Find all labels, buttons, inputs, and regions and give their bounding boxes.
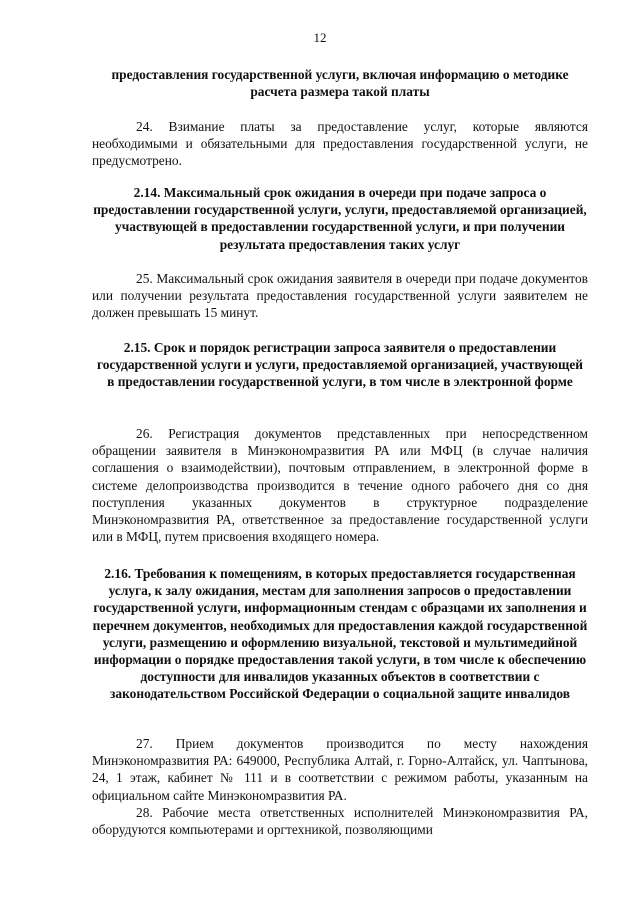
section-heading-2-15: 2.15. Срок и порядок регистрации запроса заявителя о предоставлении государственной услуги и услуги, предоставляемой организацией, участвующей в предоставлении государственной услуги, в том числе в электронной форме xyxy=(96,340,583,390)
section-heading-top: предоставления государственной услуги, включая информацию о методике расчета размера такой платы xyxy=(111,67,569,100)
paragraph-26: 26. Регистрация документов представленных при непосредственном обращении заявителя в Минэкономразвития РА или МФЦ (в случае наличия соглашения о взаимодействии), почтовым отправлением, в электронной форме в системе делопроизводства производится в течение одного рабочего дня со дня поступления указанных документов в структурное подразделение Минэкономразвития РА, ответственное за предоставление государственной услуги или в МФЦ, путем присвоения входящего номера. xyxy=(92,426,588,545)
page-number: 12 xyxy=(313,30,327,45)
paragraph-28: 28. Рабочие места ответственных исполнителей Минэкономразвития РА, оборудуются компьютерами и оргтехникой, позволяющими xyxy=(92,805,588,838)
paragraph-25: 25. Максимальный срок ожидания заявителя в очереди при подаче документов или получении результата предоставления государственной услуги заявителем не должен превышать 15 минут. xyxy=(92,271,588,321)
paragraph-27: 27. Прием документов производится по месту нахождения Минэкономразвития РА: 649000, Республика Алтай, г. Горно-Алтайск, ул. Чаптынова, 24, 1 этаж, кабинет № 111 и в соответствии с режимом работы, указанным на официальном сайте Минэкономразвития РА. xyxy=(92,736,588,803)
section-heading-2-16: 2.16. Требования к помещениям, в которых предоставляется государственная услуга, к залу ожидания, местам для заполнения запросов о предоставлении государственной услуги, информационным стендам с образцами их заполнения и перечнем документов, необходимых для предоставления каждой государственной услуги, размещению и оформлению визуальной, текстовой и мультимедийной информации о порядке предоставления такой услуги, в том числе к обеспечению доступности для инвалидов указанных объектов в соответствии с законодательством Российской Федерации о социальной защите инвалидов xyxy=(92,566,588,702)
paragraph-24: 24. Взимание платы за предоставление услуг, которые являются необходимыми и обязательными для предоставления государственной услуги, не предусмотрено. xyxy=(92,119,588,169)
section-heading-2-14: 2.14. Максимальный срок ожидания в очереди при подаче запроса о предоставлении государственной услуги, услуги, предоставляемой организацией, участвующей в предоставлении государственной услуги, и при получении результата предоставления таких услуг xyxy=(93,185,587,252)
